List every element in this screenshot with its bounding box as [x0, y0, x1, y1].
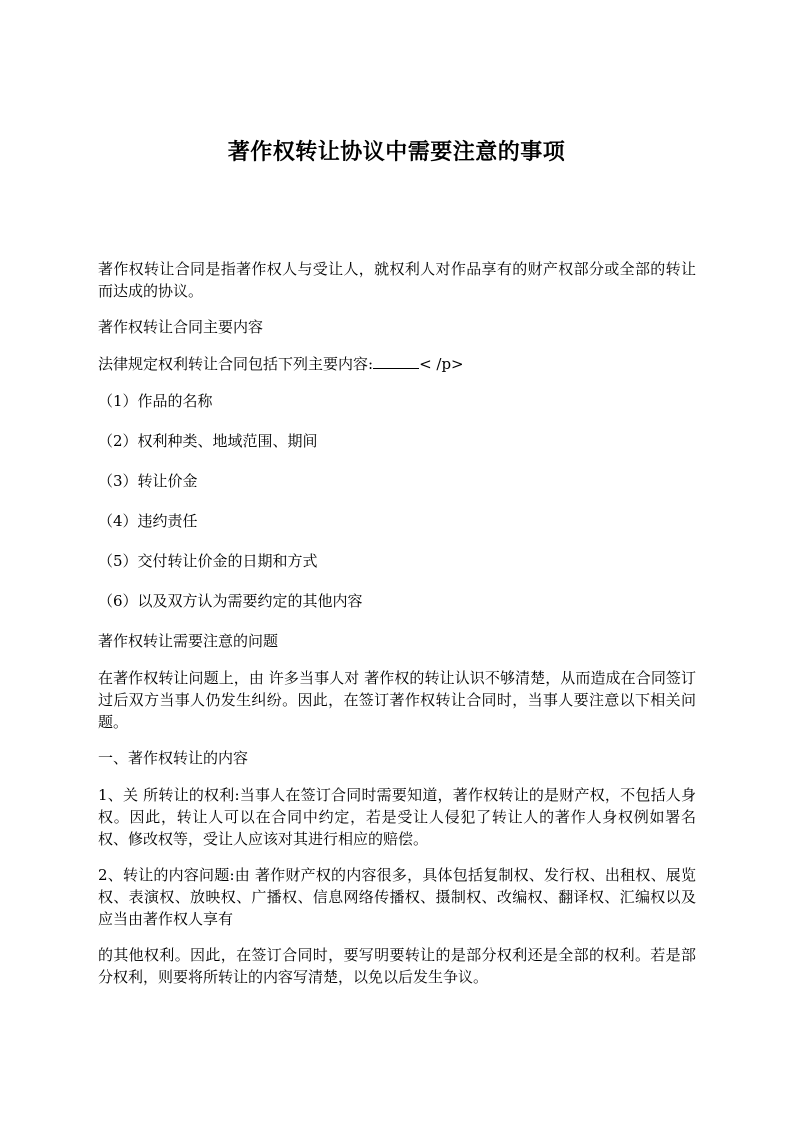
main-content-heading: 著作权转让合同主要内容 [98, 318, 264, 336]
legal-rule-paragraph [98, 353, 696, 375]
list-item: （2）权利种类、地域范围、期间 [98, 432, 318, 450]
list-item: （6）以及双方认为需要约定的其他内容 [98, 592, 363, 610]
page-title: 著作权转让协议中需要注意的事项 [227, 140, 566, 165]
point-one-paragraph: 1、关 所转让的权利:当事人在签订合同时需要知道，著作权转让的是财产权，不包括人身权。因此，转让人可以在合同中约定，若是受让人侵犯了转让人的著作人身权例如署名权、修改权等，受让人应该对其进行相应的赔偿。 [98, 786, 696, 848]
list-item: （5）交付转让价金的日期和方式 [98, 552, 318, 570]
legal-rule-suffix: < /p> [419, 355, 464, 373]
blank-underline [373, 353, 419, 369]
point-two-paragraph: 2、转让的内容问题:由 著作财产权的内容很多，具体包括复制权、发行权、出租权、展览权、表演权、放映权、广播权、信息网络传播权、摄制权、改编权、翻译权、汇编权以及应当由著作权人享有 [98, 866, 696, 928]
point-two-continuation: 的其他权利。因此，在签订合同时，要写明要转让的是部分权利还是全部的权利。若是部分权利，则要将所转让的内容写清楚，以免以后发生争议。 [98, 946, 696, 986]
issues-heading: 著作权转让需要注意的问题 [98, 632, 279, 650]
intro-paragraph: 著作权转让合同是指著作权人与受让人，就权利人对作品享有的财产权部分或全部的转让而达成的协议。 [98, 260, 696, 300]
document-body [98, 258, 696, 1002]
section-one-heading: 一、著作权转让的内容 [98, 749, 249, 767]
legal-rule-text: 法律规定权利转让合同包括下列主要内容: [98, 355, 374, 373]
issues-intro-paragraph: 在著作权转让问题上，由 许多当事人对 著作权的转让认识不够清楚，从而造成在合同签订过后双方当事人仍发生纠纷。因此，在签订著作权转让合同时，当事人要注意以下相关问题。 [98, 669, 696, 731]
list-item: （3）转让价金 [98, 472, 198, 490]
list-item: （1）作品的名称 [98, 392, 213, 410]
list-item: （4）违约责任 [98, 512, 198, 530]
